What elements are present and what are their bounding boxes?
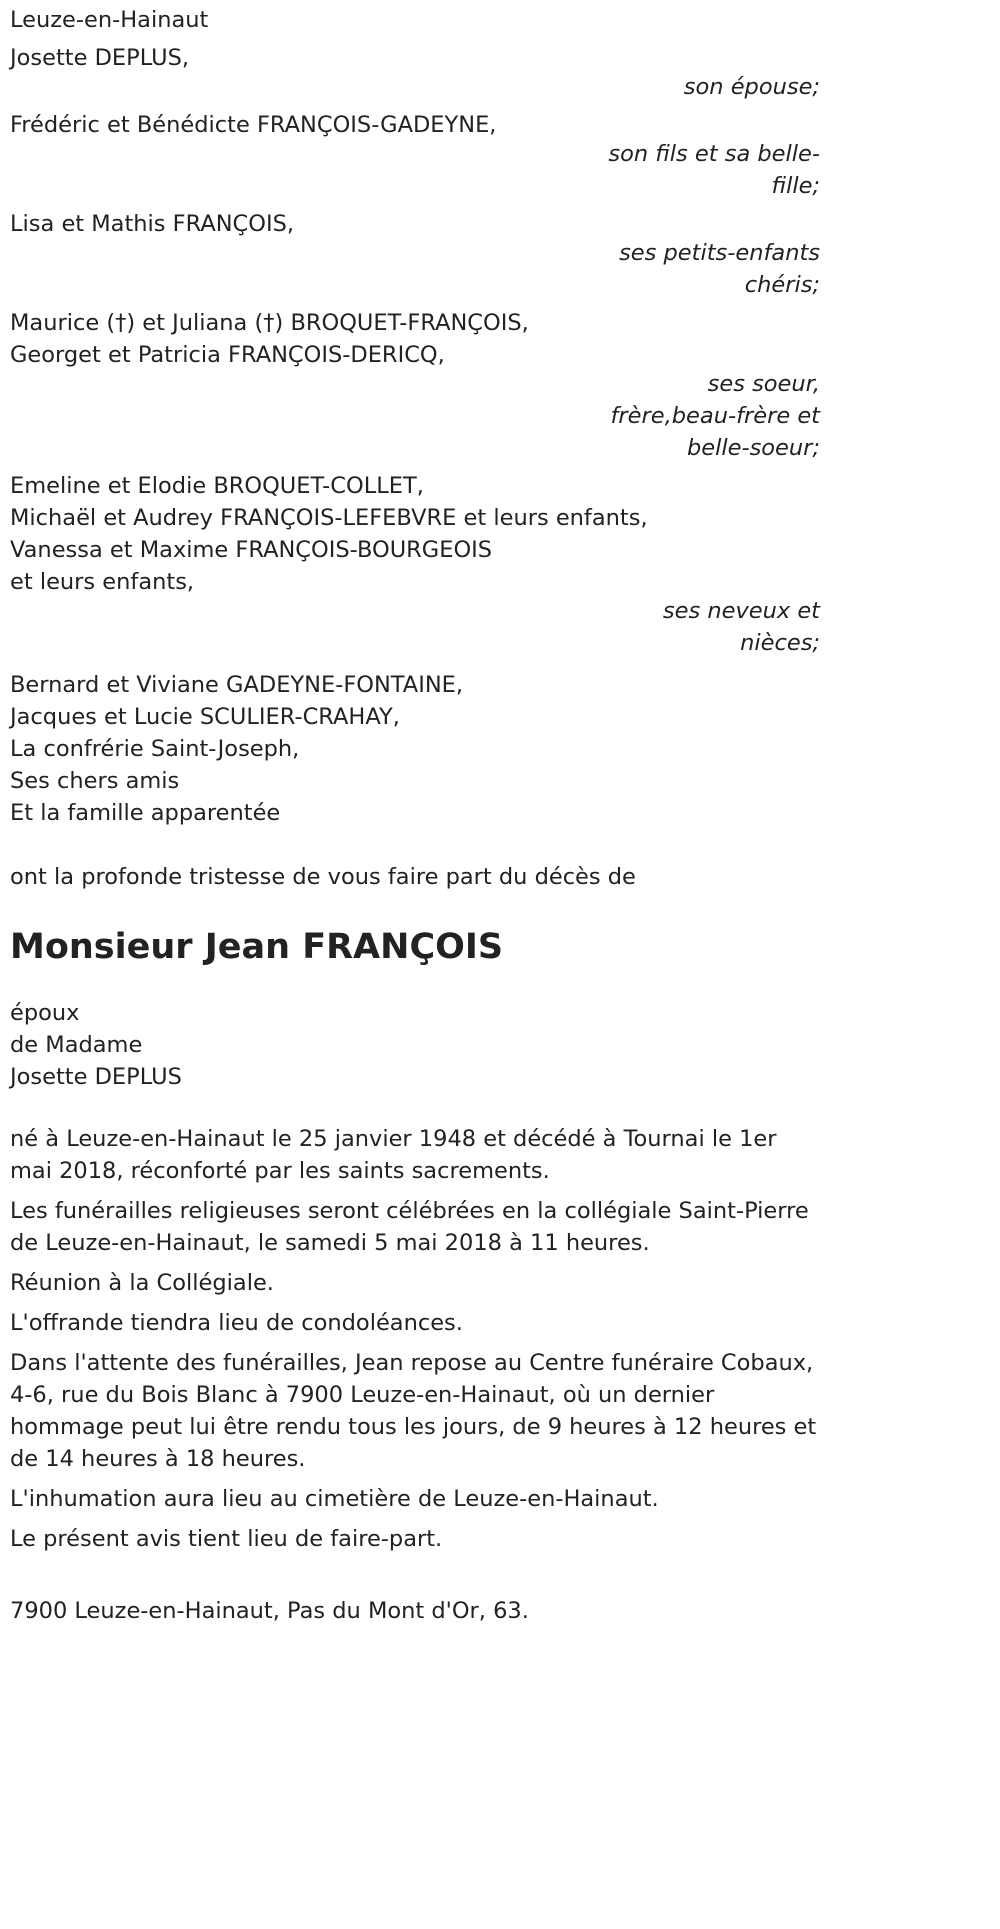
birth-death-paragraph: né à Leuze-en-Hainaut le 25 janvier 1948 et décédé à Tournai le 1er mai 2018, réconforté par les saints sacrements.: [10, 1126, 777, 1184]
offering-paragraph: L'offrande tiendra lieu de condoléances.: [10, 1310, 463, 1336]
relation-line: ses neveux et: [662, 598, 820, 624]
family-name-line: Michaël et Audrey FRANÇOIS-LEFEBVRE et leurs enfants,: [10, 505, 648, 531]
details-block: [10, 1123, 820, 1555]
other-mourners: [10, 669, 820, 829]
family-name-line: Lisa et Mathis FRANÇOIS,: [10, 211, 295, 237]
relation-line: ses soeur,: [707, 371, 820, 397]
relation-line: frère,beau-frère et: [610, 403, 820, 429]
announcement-text: ont la profonde tristesse de vous faire part du décès de: [10, 864, 636, 890]
family-group-siblings: [10, 307, 820, 464]
family-name-line: Vanessa et Maxime FRANÇOIS-BOURGEOIS: [10, 537, 493, 563]
deceased-name: Monsieur Jean FRANÇOIS: [10, 927, 504, 967]
mourner-line: La confrérie Saint-Joseph,: [10, 736, 300, 762]
family-group-spouse: [10, 42, 820, 103]
spouse-line: époux: [10, 1000, 80, 1026]
family-name-line: Josette DEPLUS,: [10, 45, 190, 71]
family-group-son: [10, 109, 820, 202]
city-header: Leuze-en-Hainaut: [10, 7, 209, 33]
relation-line: nièces;: [740, 630, 820, 656]
relation-line: son épouse;: [683, 74, 820, 100]
spouse-line: Josette DEPLUS: [10, 1064, 182, 1090]
mourner-line: Jacques et Lucie SCULIER-CRAHAY,: [10, 704, 400, 730]
repose-paragraph: Dans l'attente des funérailles, Jean repose au Centre funéraire Cobaux, 4-6, rue du Bois Blanc à 7900 Leuze-en-Hainaut, où un dernier hommage peut lui être rendu tous les jours, de 9 heures à 12 heures et de 14 heures à 18 heures.: [10, 1350, 817, 1472]
relation-line: chéris;: [744, 272, 820, 298]
address-line: 7900 Leuze-en-Hainaut, Pas du Mont d'Or, 63.: [10, 1598, 529, 1624]
family-group-grandchildren: [10, 208, 820, 301]
relation-line: fille;: [771, 173, 820, 199]
meeting-paragraph: Réunion à la Collégiale.: [10, 1270, 274, 1296]
relation-line: belle-soeur;: [686, 435, 820, 461]
notice-paragraph: Le présent avis tient lieu de faire-part.: [10, 1526, 443, 1552]
burial-paragraph: L'inhumation aura lieu au cimetière de Leuze-en-Hainaut.: [10, 1486, 659, 1512]
mourner-line: Bernard et Viviane GADEYNE-FONTAINE,: [10, 672, 464, 698]
family-name-line: Georget et Patricia FRANÇOIS-DERICQ,: [10, 342, 445, 368]
family-name-line: et leurs enfants,: [10, 569, 195, 595]
mourner-line: Et la famille apparentée: [10, 800, 281, 826]
spouse-block: [10, 997, 820, 1093]
funeral-paragraph: Les funérailles religieuses seront célébrées en la collégiale Saint-Pierre de Leuze-en-Hainaut, le samedi 5 mai 2018 à 11 heures.: [10, 1198, 809, 1256]
relation-line: son fils et sa belle-: [608, 141, 820, 167]
relation-label: [10, 595, 820, 659]
mourner-line: Ses chers amis: [10, 768, 180, 794]
relation-label: [10, 138, 820, 202]
family-name-line: Emeline et Elodie BROQUET-COLLET,: [10, 473, 424, 499]
relation-label: [10, 71, 820, 103]
family-group-nephews: [10, 470, 820, 659]
relation-line: ses petits-enfants: [619, 240, 820, 266]
relation-label: [10, 368, 820, 464]
spouse-line: de Madame: [10, 1032, 143, 1058]
family-name-line: Frédéric et Bénédicte FRANÇOIS-GADEYNE,: [10, 112, 497, 138]
family-name-line: Maurice (†) et Juliana (†) BROQUET-FRANÇOIS,: [10, 310, 529, 336]
relation-label: [10, 237, 820, 301]
